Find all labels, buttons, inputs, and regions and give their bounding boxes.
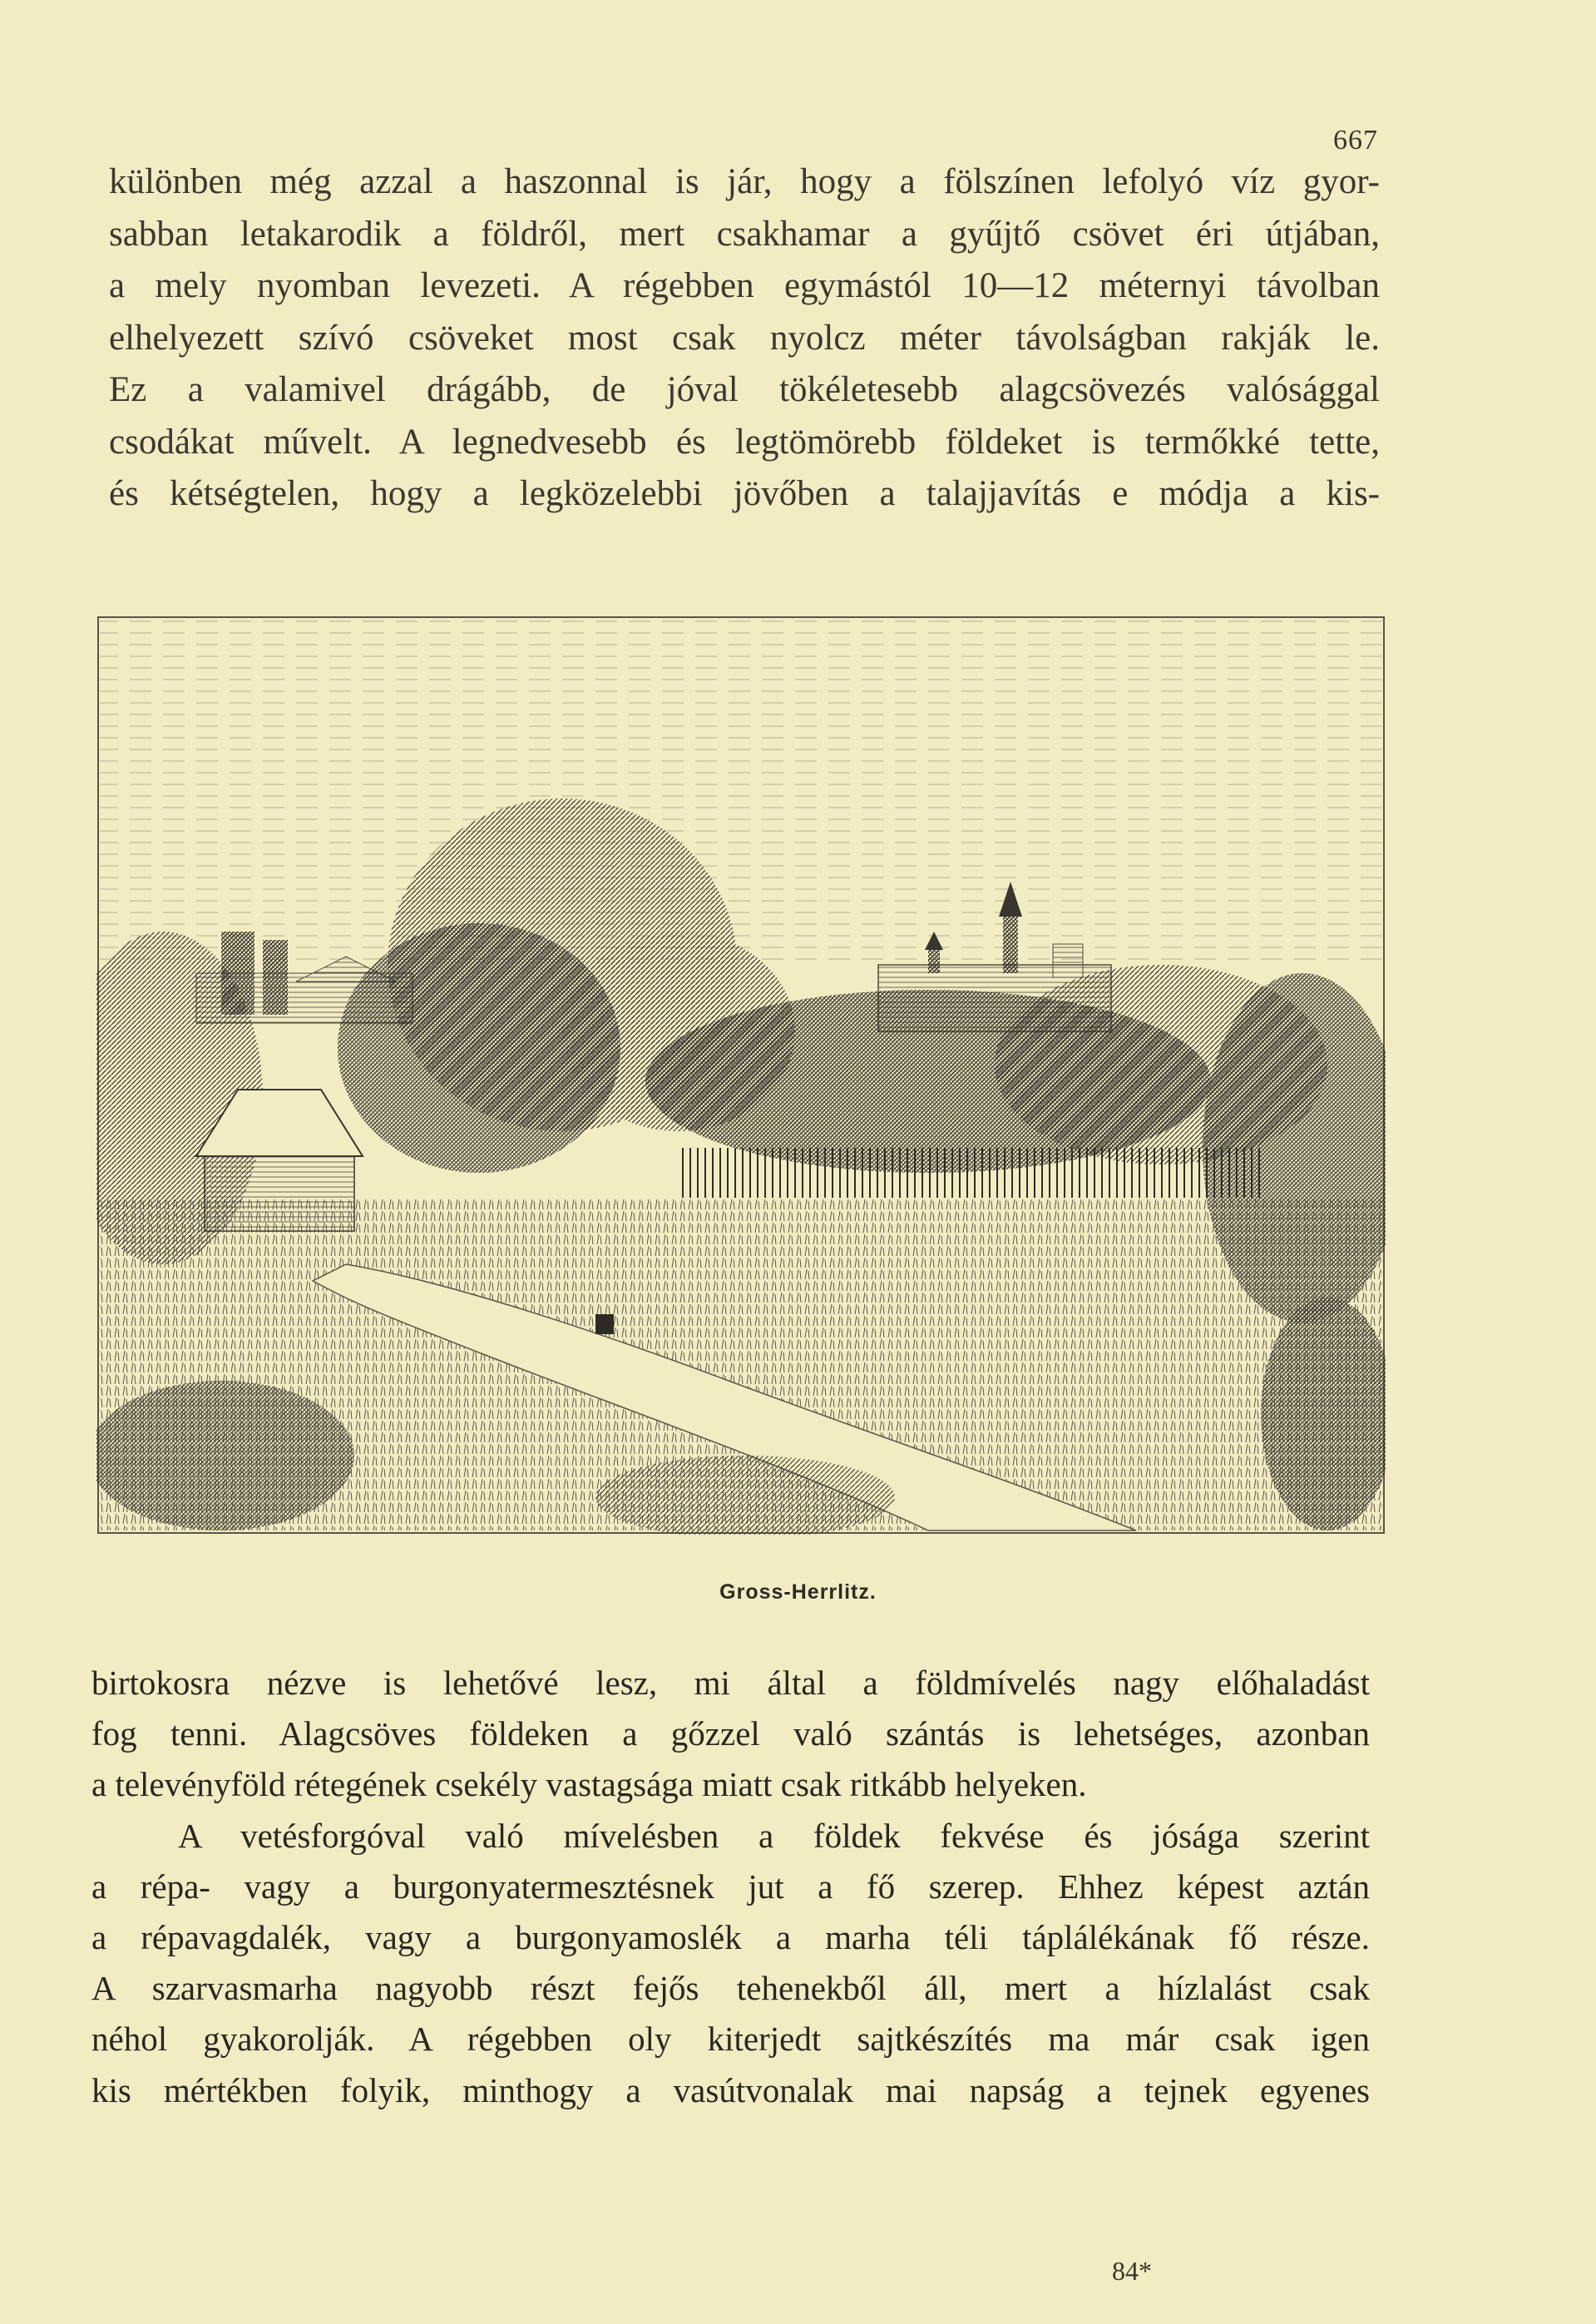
signature-mark: 84* xyxy=(1112,2256,1152,2286)
figure xyxy=(595,1314,614,1334)
text-line: Ez a valamivel drágább, de jóval tökéletesebb alagcsövezés valósággal xyxy=(109,370,1380,409)
text-line: A szarvasmarha nagyobb részt fejős tehenekből áll, mert a hízlalást csak xyxy=(91,1969,1370,2008)
top-paragraph xyxy=(109,156,1380,521)
text-line: a mely nyomban levezeti. A régebben egymástól 10—12 méternyi távolban xyxy=(109,266,1380,305)
text-line: birtokosra nézve is lehetővé lesz, mi által a földmívelés nagy előhaladást xyxy=(91,1664,1370,1702)
text-line: fog tenni. Alagcsöves földeken a gőzzel való szántás is lehetséges, azonban xyxy=(91,1714,1370,1753)
text-line: és kétségtelen, hogy a legközelebbi jövőben a talajjavítás e módja a kis- xyxy=(109,474,1380,513)
fence xyxy=(679,1148,1261,1198)
illustration-caption: Gross-Herrlitz. xyxy=(719,1580,877,1604)
text-line: a televényföld rétegének csekély vastagsága miatt csak ritkább helyeken. xyxy=(91,1765,1087,1804)
text-line: csodákat művelt. A legnedvesebb és legtömörebb földeket is termőkké tette, xyxy=(109,422,1380,462)
engraving-svg xyxy=(96,616,1386,1535)
text-line: néhol gyakorolják. A régebben oly kiterjedt sajtkészítés ma már csak igen xyxy=(91,2020,1370,2059)
text-line: elhelyezett szívó csöveket most csak nyolcz méter távolságban rakják le. xyxy=(109,318,1380,358)
text-line: a répa- vagy a burgonyatermesztésnek jut a fő szerep. Ehhez képest aztán xyxy=(91,1867,1370,1906)
text-line: A vetésforgóval való mívelésben a földek fekvése és jósága szerint xyxy=(178,1816,1370,1855)
text-line: kis mértékben folyik, minthogy a vasútvonalak mai napság a tejnek egyenes xyxy=(91,2070,1370,2109)
text-line: a répavagdalék, vagy a burgonyamoslék a marha téli táplálékának fő része. xyxy=(91,1918,1370,1957)
landscape-engraving xyxy=(96,616,1386,1535)
text-line: különben még azzal a haszonnal is jár, hogy a fölszínen lefolyó víz gyor- xyxy=(109,162,1380,201)
bottom-paragraphs xyxy=(91,1658,1370,2116)
page-number: 667 xyxy=(1333,125,1378,156)
sky xyxy=(100,619,1382,968)
text-line: sabban letakarodik a földről, mert csakhamar a gyűjtő csövet éri útjában, xyxy=(109,214,1380,254)
